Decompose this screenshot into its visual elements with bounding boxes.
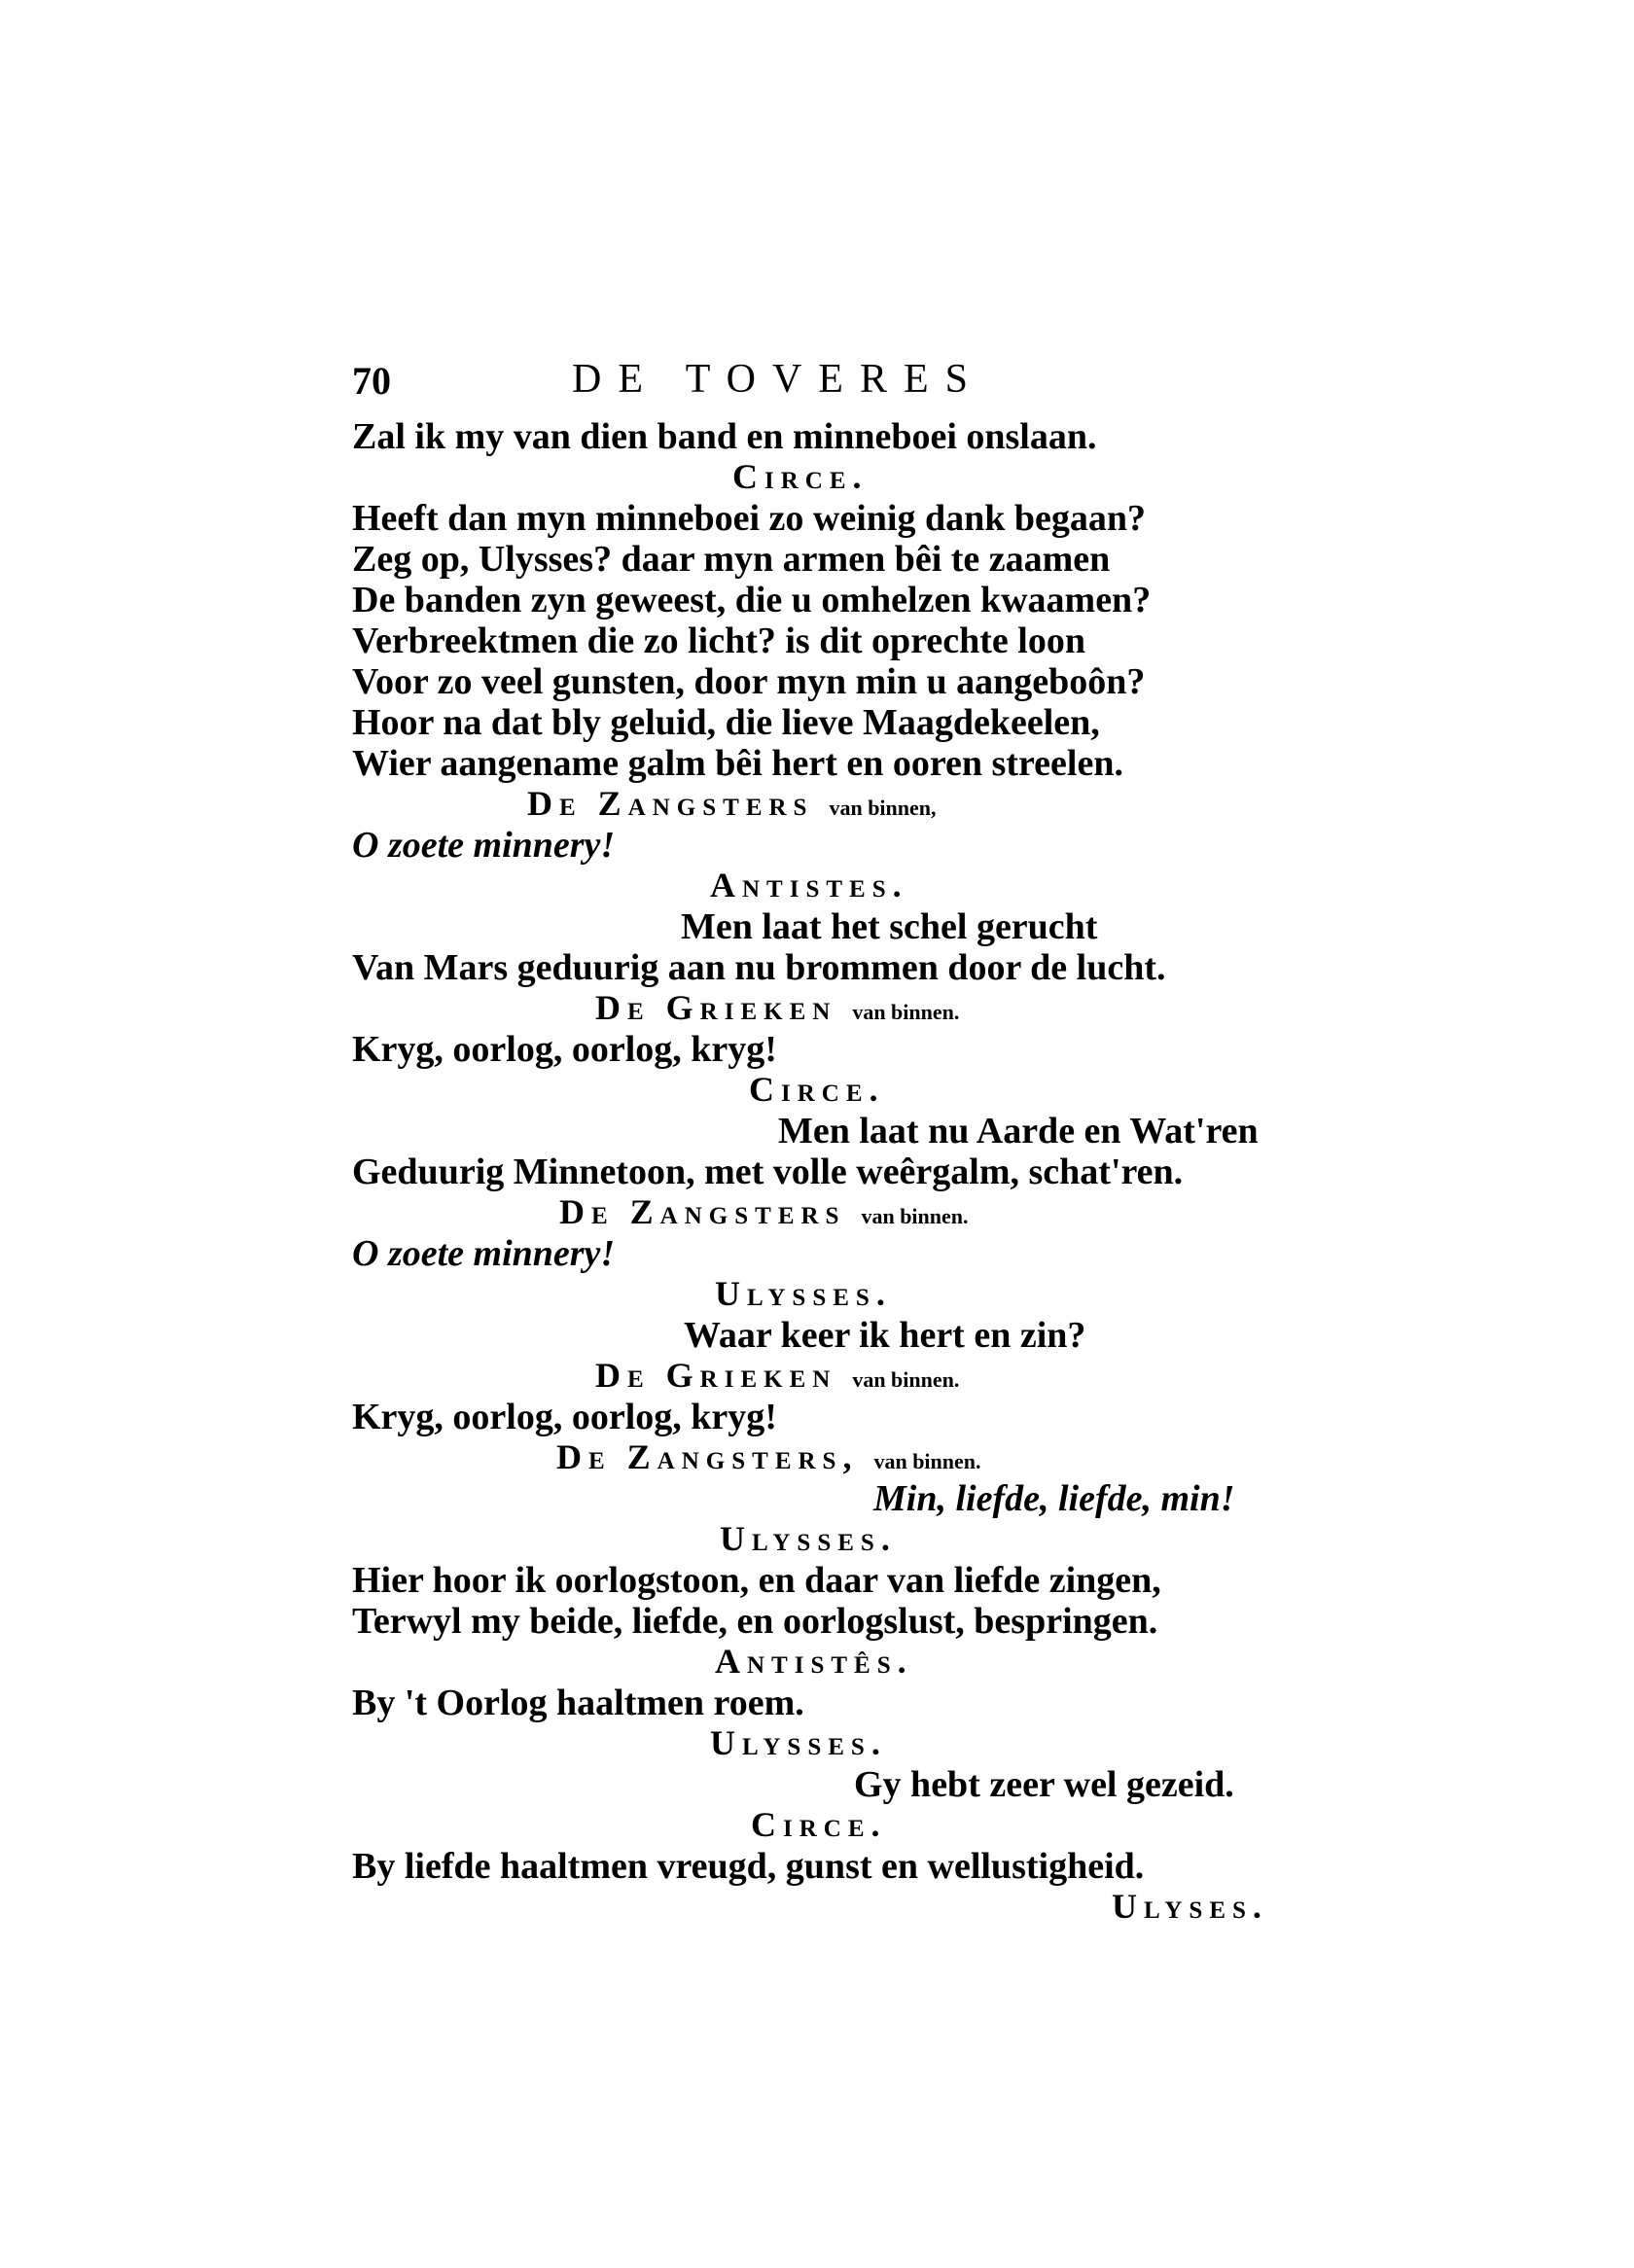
speaker-name bbox=[751, 1807, 887, 1842]
verse-line: Men laat het schel gerucht bbox=[681, 906, 1098, 947]
stage-direction: van binnen. bbox=[873, 1449, 981, 1473]
speaker-name bbox=[749, 1072, 885, 1107]
speaker-label: Antistes. bbox=[710, 866, 908, 904]
stage-direction: van binnen, bbox=[829, 796, 937, 820]
italic-line: O zoete minnery! bbox=[352, 1233, 616, 1274]
verse-line: Hier hoor ik oorlogstoon, en daar van liefde zingen, bbox=[352, 1560, 1161, 1601]
speaker-name bbox=[527, 786, 937, 821]
speaker-label: Ulysses. bbox=[720, 1519, 897, 1558]
verse-line: Terwyl my beide, liefde, en oorlogslust, bespringen. bbox=[352, 1601, 1158, 1642]
verse-line: Wier aangename galm bêi hert en ooren streelen. bbox=[352, 743, 1123, 784]
speaker-label: Ulysses. bbox=[715, 1274, 892, 1313]
verse-line: De banden zyn geweest, die u omhelzen kwaamen? bbox=[352, 580, 1152, 620]
verse-line: Waar keer ik hert en zin? bbox=[684, 1315, 1086, 1356]
verse-line: Geduurig Minnetoon, met volle weêrgalm, schat'ren. bbox=[352, 1152, 1184, 1192]
speaker-name bbox=[732, 459, 869, 494]
speaker-label: De Zangsters, bbox=[556, 1437, 859, 1476]
verse-line: Gy hebt zeer wel gezeid. bbox=[854, 1764, 1234, 1805]
speaker-name bbox=[715, 1644, 913, 1679]
verse-line: Voor zo veel gunsten, door myn min u aangeboôn? bbox=[352, 661, 1146, 702]
verse-line: Hoor na dat bly geluid, die lieve Maagdekeelen, bbox=[352, 702, 1100, 743]
speaker-name bbox=[710, 1725, 887, 1760]
speaker-name bbox=[595, 990, 959, 1025]
speaker-label: Antistês. bbox=[715, 1642, 913, 1681]
speaker-label: Circe. bbox=[749, 1070, 885, 1109]
verse-line: By liefde haaltmen vreugd, gunst en wellustigheid. bbox=[352, 1846, 1145, 1887]
speaker-label: De Zangsters bbox=[527, 784, 814, 823]
speaker-name bbox=[559, 1194, 969, 1229]
verse-line: Zal ik my van dien band en minneboei onslaan. bbox=[352, 416, 1097, 457]
verse-line: Zeg op, Ulysses? daar myn armen bêi te zaamen bbox=[352, 539, 1111, 580]
speaker-name bbox=[720, 1521, 897, 1556]
catchword-speaker bbox=[1112, 1889, 1268, 1924]
speaker-name bbox=[710, 868, 908, 903]
stage-direction: van binnen. bbox=[852, 1367, 960, 1392]
speaker-label: Circe. bbox=[751, 1805, 887, 1844]
stage-direction: van binnen. bbox=[861, 1204, 969, 1228]
verse-line: Heeft dan myn minneboei zo weinig dank begaan? bbox=[352, 498, 1147, 539]
verse-line: Kryg, oorlog, oorlog, kryg! bbox=[352, 1029, 777, 1070]
verse-line: Van Mars geduurig aan nu brommen door de lucht. bbox=[352, 947, 1166, 988]
speaker-label: Ulysses. bbox=[710, 1723, 887, 1762]
speaker-label: De Grieken bbox=[595, 988, 837, 1027]
italic-line: Min, liefde, liefde, min! bbox=[873, 1478, 1235, 1519]
speaker-name bbox=[556, 1439, 981, 1474]
running-title: DE TOVERES bbox=[572, 357, 984, 402]
verse-line: Verbreektmen die zo licht? is dit oprechte loon bbox=[352, 620, 1085, 661]
speaker-label: Ulyses. bbox=[1112, 1887, 1268, 1926]
speaker-label: Circe. bbox=[732, 457, 869, 496]
speaker-label: De Zangsters bbox=[559, 1192, 846, 1231]
speaker-label: De Grieken bbox=[595, 1356, 837, 1395]
speaker-name bbox=[595, 1358, 959, 1393]
verse-line: Kryg, oorlog, oorlog, kryg! bbox=[352, 1397, 777, 1437]
verse-line: By 't Oorlog haaltmen roem. bbox=[352, 1683, 804, 1723]
speaker-name bbox=[715, 1276, 892, 1311]
page-number: 70 bbox=[352, 359, 391, 403]
stage-direction: van binnen. bbox=[852, 1000, 960, 1024]
verse-line: Men laat nu Aarde en Wat'ren bbox=[778, 1111, 1259, 1152]
italic-line: O zoete minnery! bbox=[352, 825, 616, 866]
